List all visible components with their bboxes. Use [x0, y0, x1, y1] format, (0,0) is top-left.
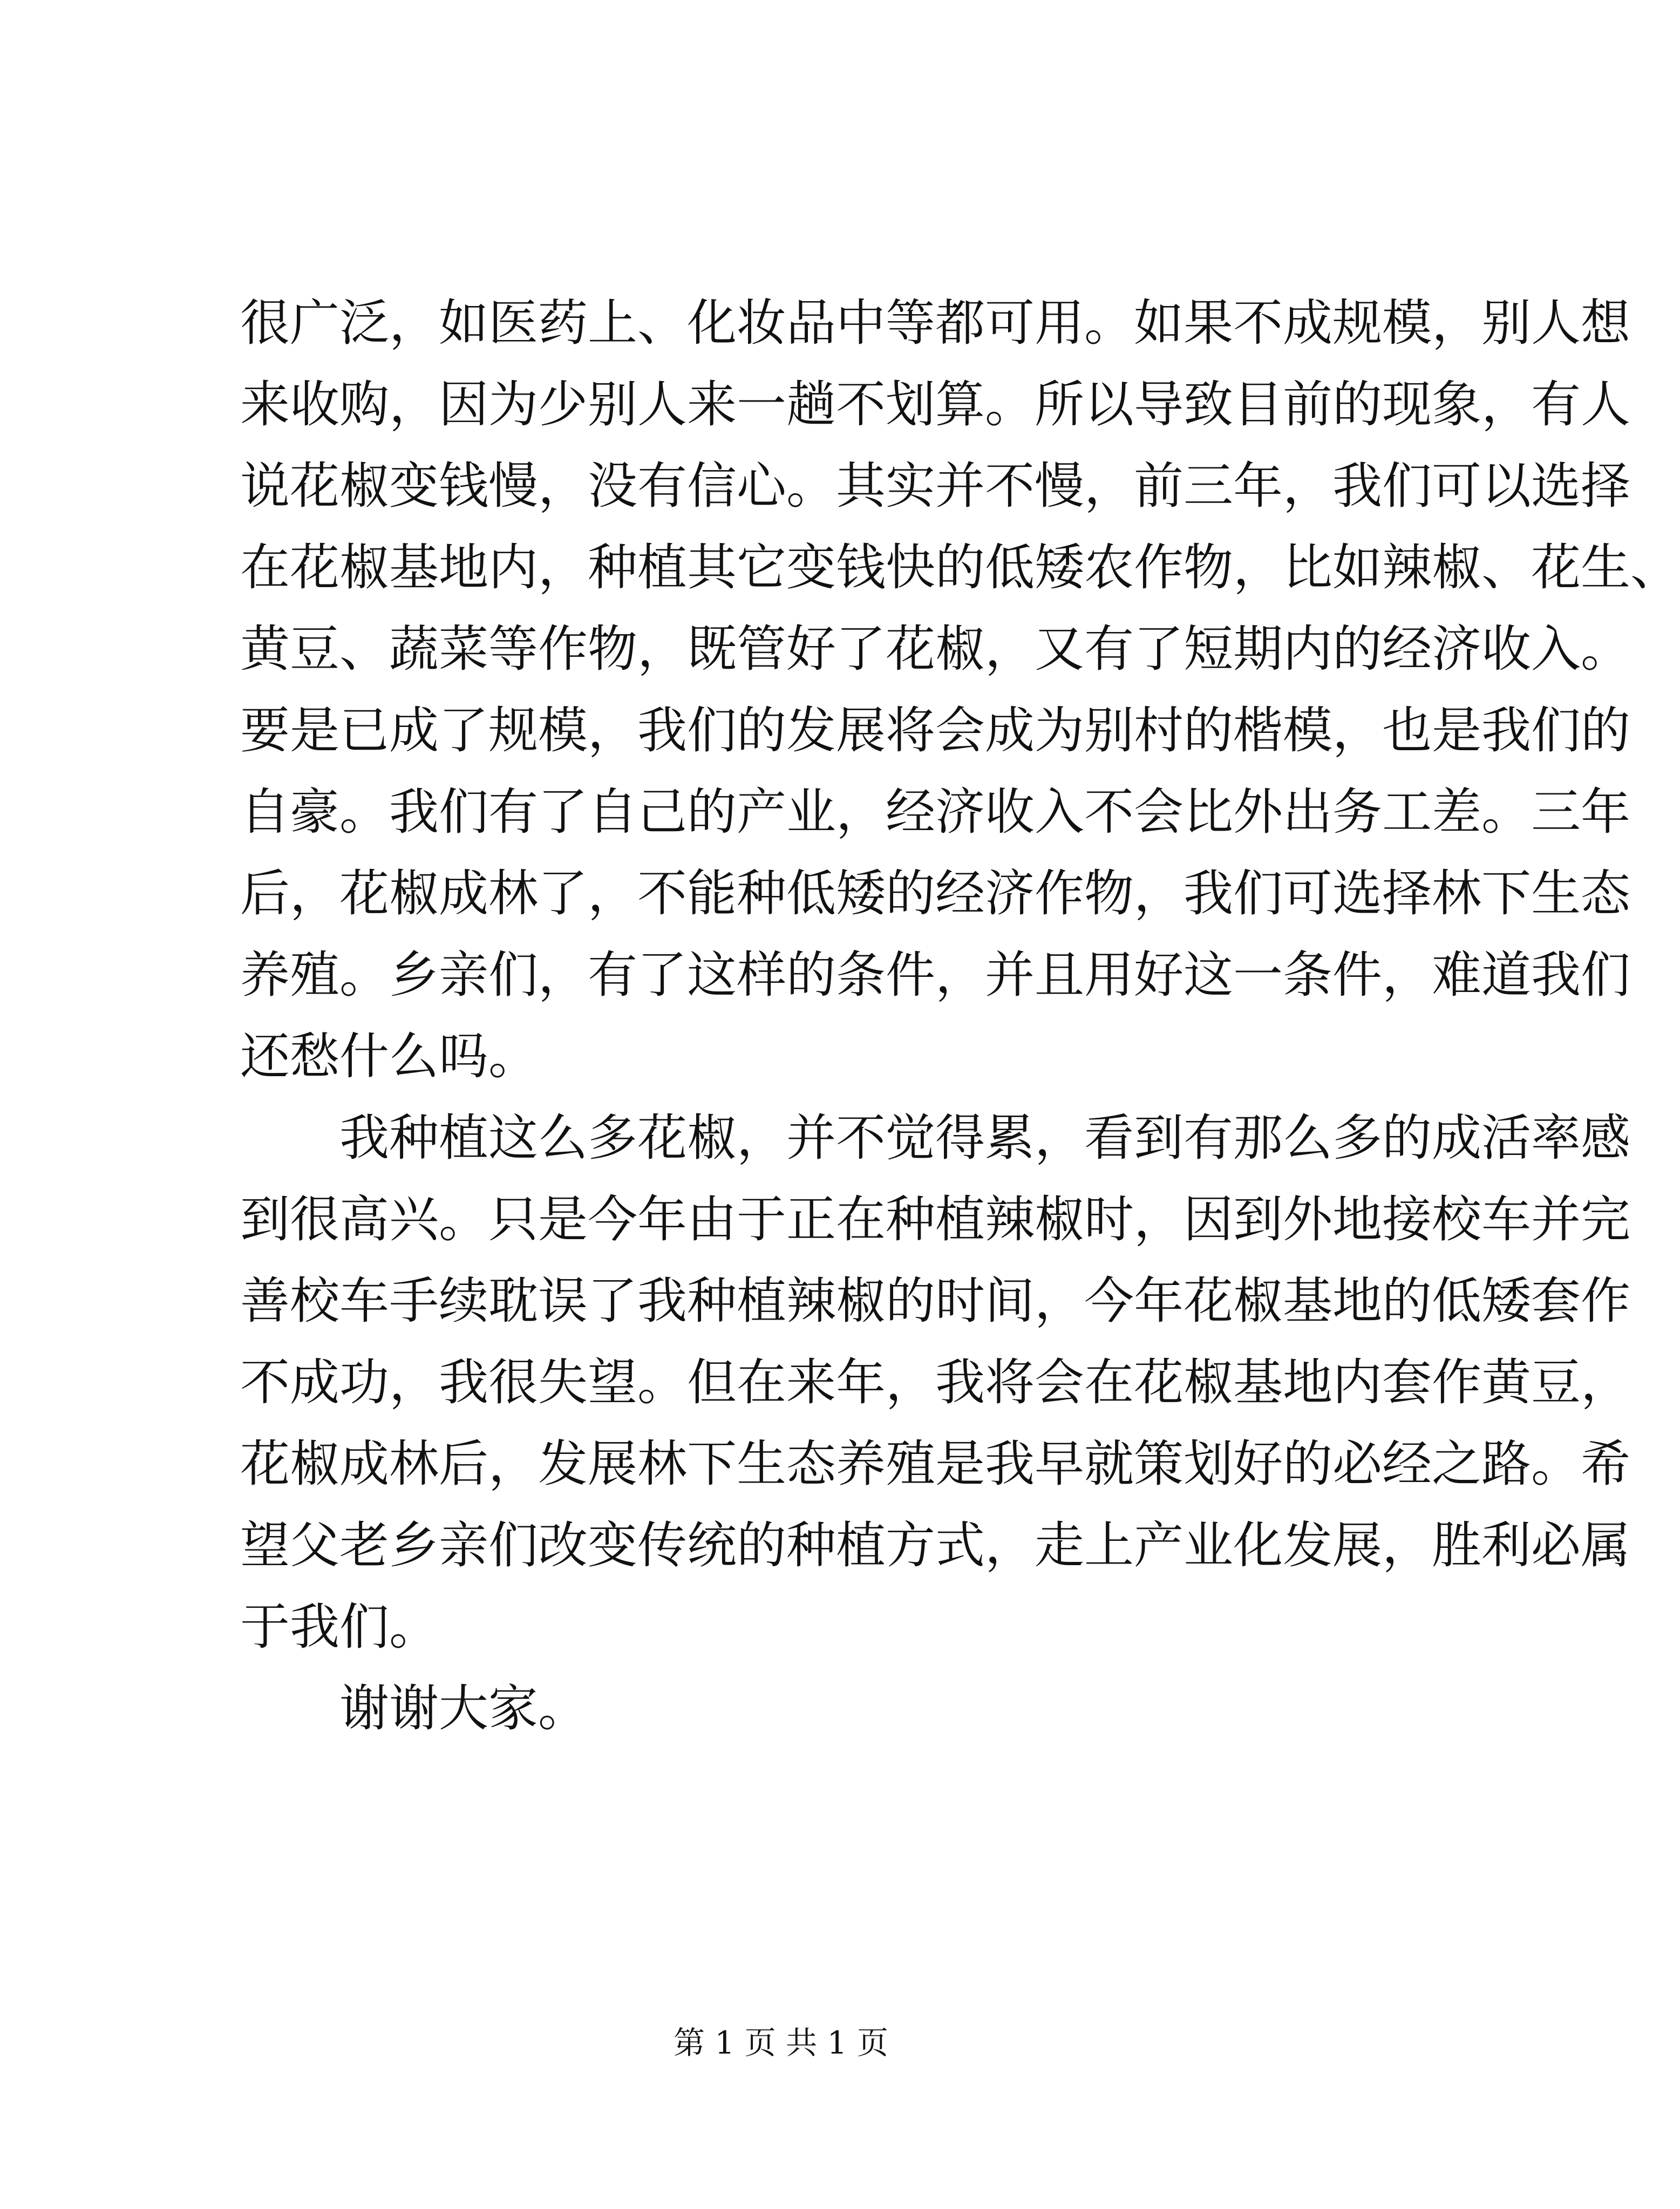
paragraph: [240, 282, 1680, 1097]
text-line: 善校车手续耽误了我种植辣椒的时间，今年花椒基地的低矮套作: [240, 1272, 1631, 1330]
text-line: 要是已成了规模，我们的发展将会成为别村的楷模，也是我们的: [240, 702, 1631, 759]
page-footer: 第 1 页 共 1 页: [674, 2024, 888, 2061]
text-line: 不成功，我很失望。但在来年，我将会在花椒基地内套作黄豆，: [240, 1354, 1631, 1411]
text-line: 花椒成林后，发展林下生态养殖是我早就策划好的必经之路。希: [240, 1435, 1631, 1493]
text-line: 很广泛，如医药上、化妆品中等都可用。如果不成规模，别人想: [240, 294, 1631, 352]
paragraph: [240, 1097, 1631, 1668]
text-line: 我种植这么多花椒，并不觉得累，看到有那么多的成活率感: [339, 1109, 1631, 1167]
text-line: 黄豆、蔬菜等作物，既管好了花椒，又有了短期内的经济收入。: [240, 620, 1631, 678]
text-line: 到很高兴。只是今年由于正在种植辣椒时，因到外地接校车并完: [240, 1191, 1631, 1248]
body-text: [240, 282, 1680, 1749]
text-line: 后，花椒成林了，不能种低矮的经济作物，我们可选择林下生态: [240, 865, 1631, 922]
text-line: 望父老乡亲们改变传统的种植方式，走上产业化发展，胜利必属: [240, 1517, 1631, 1574]
text-line: 自豪。我们有了自己的产业，经济收入不会比外出务工差。三年: [240, 783, 1631, 841]
text-line: 来收购，因为少别人来一趟不划算。所以导致目前的现象，有人: [240, 376, 1631, 433]
text-line: 说花椒变钱慢，没有信心。其实并不慢，前三年，我们可以选择: [240, 457, 1631, 515]
text-line: 养殖。乡亲们，有了这样的条件，并且用好这一条件，难道我们: [240, 946, 1631, 1004]
text-line: 于我们。: [240, 1598, 439, 1656]
text-line: 在花椒基地内，种植其它变钱快的低矮农作物，比如辣椒、花生、: [240, 539, 1680, 596]
text-line: 谢谢大家。: [339, 1680, 588, 1737]
text-line: 还愁什么吗。: [240, 1028, 539, 1085]
paragraph: [240, 1668, 1363, 1749]
